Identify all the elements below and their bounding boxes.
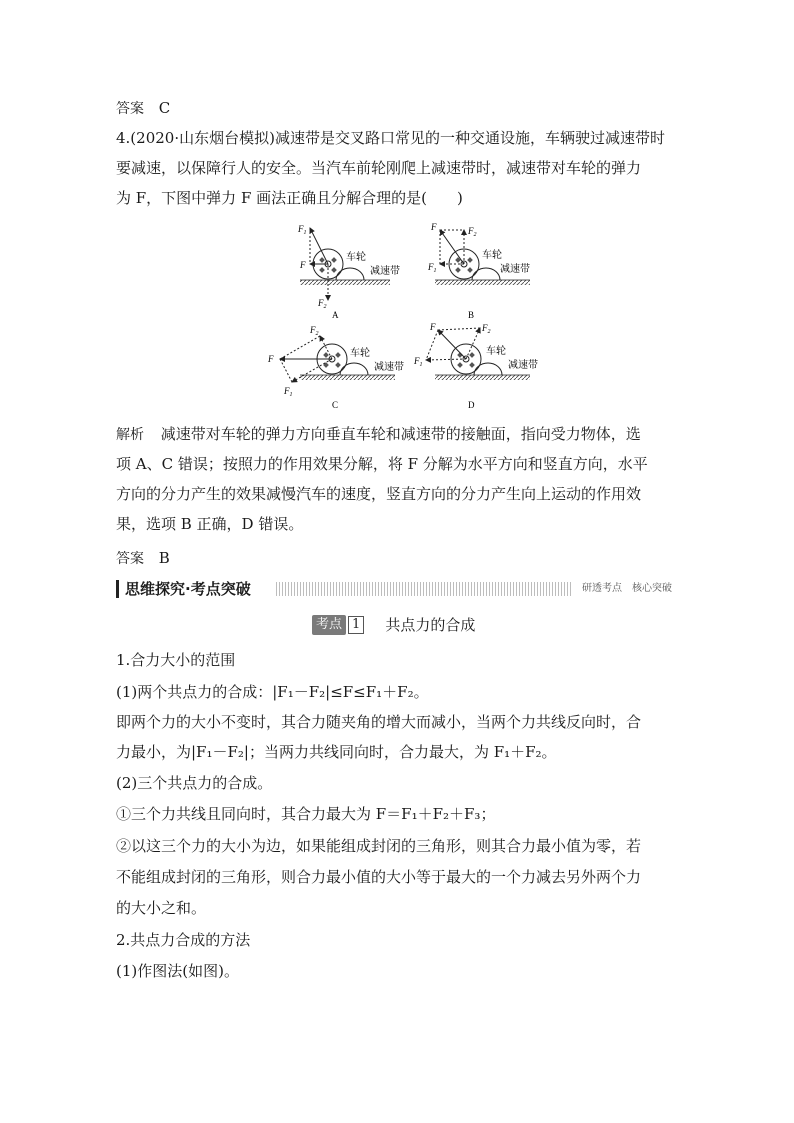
label-c-f2: $F_2$ <box>310 325 319 337</box>
analysis-line-3: 方向的分力产生的效果减慢汽车的速度，竖直方向的分力产生向上运动的作用效 <box>116 485 642 503</box>
topic-number: 1 <box>348 616 364 634</box>
content-p5c: 的大小之和。 <box>116 899 207 917</box>
force-diagram-figure <box>260 218 540 414</box>
content-p3: (2)三个共点力的合成。 <box>116 774 273 792</box>
wheel-label-d: 车轮 <box>486 346 506 357</box>
bump-label-a: 减速带 <box>370 266 400 277</box>
diagram-c <box>267 325 404 410</box>
content-p2a: 即两个力的大小不变时，其合力随夹角的增大而减小，当两个力共线反向时，合 <box>116 713 642 731</box>
content-heading-2: 2.共点力合成的方法 <box>116 931 251 949</box>
label-b-f1: $F_1$ <box>428 262 437 274</box>
answer-label: 答案 <box>116 101 144 117</box>
wheel-label-a: 车轮 <box>346 252 366 263</box>
analysis-line-2: 项 A、C 错误；按照力的作用效果分解，将 F 分解为水平方向和竖直方向，水平 <box>116 455 648 473</box>
force-diagrams <box>260 218 540 414</box>
content-heading-1: 1.合力大小的范围 <box>116 651 236 669</box>
label-d-f: F <box>430 322 436 332</box>
answer-value-2: B <box>158 549 170 567</box>
label-d-f1: $F_1$ <box>414 356 423 368</box>
label-b-f2: $F_2$ <box>468 226 477 238</box>
diagram-a <box>297 224 400 320</box>
question-line-1: 4.(2020·山东烟台模拟)减速带是交叉路口常见的一种交通设施，车辆驶过减速带时 <box>116 129 665 147</box>
section-tag: 研透考点 核心突破 <box>572 582 676 596</box>
content-p6: (1)作图法(如图)。 <box>116 962 239 980</box>
option-label-a: A <box>332 310 339 320</box>
wheel-label-b: 车轮 <box>482 250 502 261</box>
question-line-2: 要减速，以保障行人的安全。当汽车前轮刚爬上减速带时，减速带对车轮的弹力 <box>116 159 642 177</box>
option-label-d: D <box>468 400 475 410</box>
option-label-c: C <box>332 400 339 410</box>
analysis-text-1: 减速带对车轮的弹力方向垂直车轮和减速带的接触面，指向受力物体，选 <box>160 425 641 443</box>
question-line-3: 为 F，下图中弹力 F 画法正确且分解合理的是( ) <box>116 189 463 207</box>
diagram-b <box>427 222 530 320</box>
content-p5a: ②以这三个力的大小为边，如果能组成封闭的三角形，则其合力最小值为零，若 <box>116 837 642 855</box>
wheel-label-c: 车轮 <box>350 348 370 359</box>
content-p5b: 不能组成封闭的三角形，则合力最小值的大小等于最大的一个力减去另外两个力 <box>116 868 642 886</box>
analysis-line-1 <box>116 424 641 445</box>
bump-label-c: 减速带 <box>374 362 404 373</box>
content-p1: (1)两个共点力的合成：|F₁－F₂|≤F≤F₁＋F₂。 <box>116 683 429 701</box>
label-a-f1: $F_1$ <box>298 224 307 236</box>
topic-box: 考点 <box>312 615 346 635</box>
analysis-line-4: 果，选项 B 正确，D 错误。 <box>116 515 304 533</box>
topic-heading <box>312 614 475 636</box>
label-c-f1: $F_1$ <box>284 386 293 398</box>
bump-label-b: 减速带 <box>500 264 530 275</box>
topic-title: 共点力的合成 <box>385 616 476 634</box>
bump-label-d: 减速带 <box>508 360 538 371</box>
option-label-b: B <box>468 310 475 320</box>
answer-line-2 <box>116 548 170 569</box>
section-title: 思维探究·考点突破 <box>116 580 251 598</box>
label-b-f: F <box>431 222 437 232</box>
content-p4: ①三个力共线且同向时，其合力最大为 F＝F₁＋F₂＋F₃； <box>116 805 496 823</box>
diagram-d <box>413 322 538 410</box>
section-banner <box>116 580 676 598</box>
label-d-f2: $F_2$ <box>482 323 491 335</box>
content-p2b: 力最小，为|F₁－F₂|；当两力共线同向时，合力最大，为 F₁＋F₂。 <box>116 743 557 761</box>
label-a-f: F <box>300 260 306 270</box>
analysis-label: 解析 <box>116 427 144 443</box>
label-a-f2: $F_2$ <box>318 298 327 310</box>
label-c-f: F <box>268 354 274 364</box>
answer-line <box>116 98 170 119</box>
answer-value: C <box>158 99 171 117</box>
answer-label-2: 答案 <box>116 551 144 567</box>
